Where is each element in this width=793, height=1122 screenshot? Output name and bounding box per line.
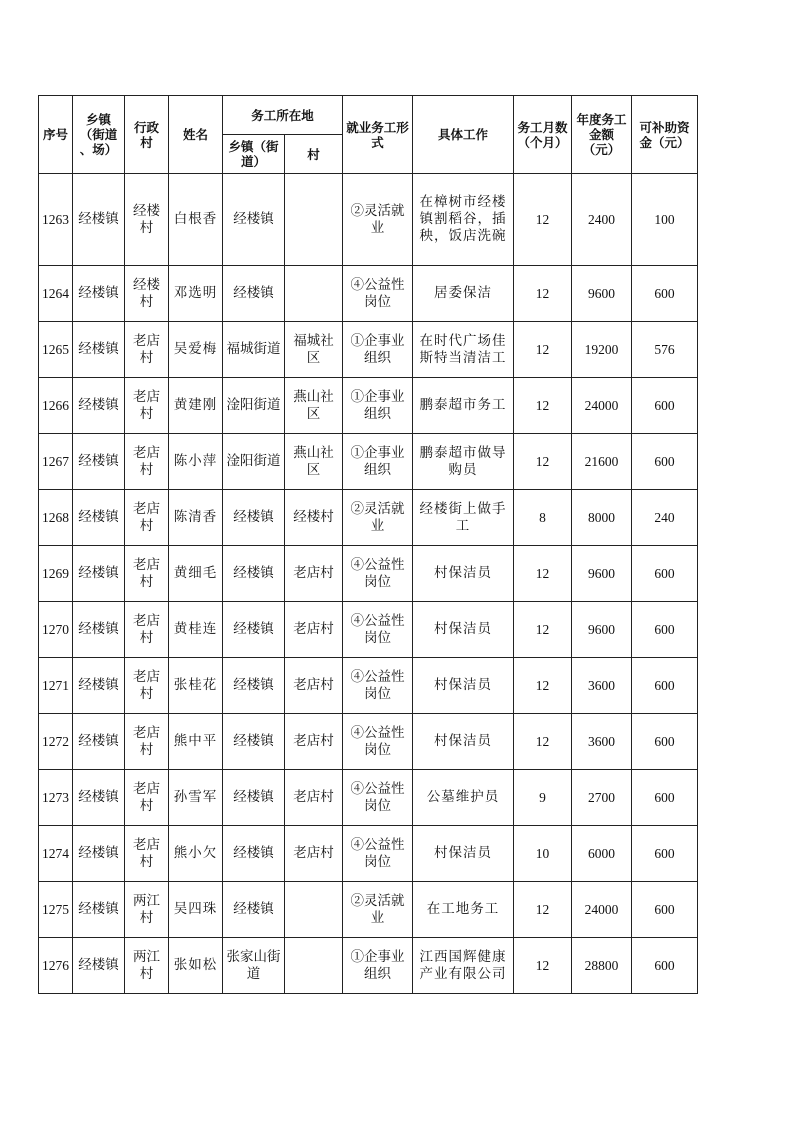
cell-subsidy: 600 [632,266,698,322]
cell-work-town: 经楼镇 [223,266,285,322]
cell-work-village [285,266,343,322]
cell-seq: 1271 [39,658,73,714]
table-row [39,658,698,714]
cell-town: 经楼镇 [73,714,125,770]
cell-job: 村保洁员 [413,658,514,714]
cell-amount: 19200 [572,322,632,378]
table-row [39,938,698,994]
cell-village: 老店 村 [125,602,169,658]
cell-town: 经楼镇 [73,174,125,266]
cell-form: ④公益性 岗位 [343,770,413,826]
cell-work-town: 经楼镇 [223,602,285,658]
cell-work-village: 老店村 [285,714,343,770]
cell-village: 老店 村 [125,378,169,434]
cell-form: ④公益性 岗位 [343,602,413,658]
cell-work-village: 福城社 区 [285,322,343,378]
cell-work-town: 经楼镇 [223,882,285,938]
header-months: 务工月数 （个月） [514,96,572,174]
cell-town: 经楼镇 [73,602,125,658]
cell-months: 12 [514,266,572,322]
cell-village: 老店 村 [125,826,169,882]
cell-name: 吴四珠 [169,882,223,938]
cell-months: 12 [514,434,572,490]
header-work-village: 村 [285,135,343,174]
cell-seq: 1267 [39,434,73,490]
cell-months: 9 [514,770,572,826]
cell-months: 8 [514,490,572,546]
cell-work-town: 经楼镇 [223,174,285,266]
header-workplace: 务工所在地 [223,96,343,135]
cell-work-village: 老店村 [285,658,343,714]
cell-months: 12 [514,546,572,602]
cell-subsidy: 600 [632,770,698,826]
cell-work-village [285,938,343,994]
cell-subsidy: 600 [632,378,698,434]
header-form: 就业务工形 式 [343,96,413,174]
cell-subsidy: 600 [632,826,698,882]
cell-village: 老店 村 [125,490,169,546]
cell-job: 在工地务工 [413,882,514,938]
cell-subsidy: 100 [632,174,698,266]
cell-amount: 9600 [572,602,632,658]
cell-town: 经楼镇 [73,266,125,322]
cell-months: 12 [514,174,572,266]
table-row [39,378,698,434]
cell-subsidy: 600 [632,658,698,714]
cell-work-village: 老店村 [285,770,343,826]
table-row [39,434,698,490]
cell-village: 两江 村 [125,938,169,994]
cell-seq: 1268 [39,490,73,546]
cell-work-town: 经楼镇 [223,714,285,770]
cell-months: 10 [514,826,572,882]
header-town: 乡镇 （街道 、场） [73,96,125,174]
cell-work-village: 老店村 [285,546,343,602]
table-row [39,546,698,602]
cell-job: 村保洁员 [413,602,514,658]
cell-job: 居委保洁 [413,266,514,322]
cell-name: 熊中平 [169,714,223,770]
cell-subsidy: 600 [632,714,698,770]
header-seq: 序号 [39,96,73,174]
cell-town: 经楼镇 [73,322,125,378]
cell-name: 张如松 [169,938,223,994]
cell-work-village: 老店村 [285,602,343,658]
cell-name: 孙雪军 [169,770,223,826]
cell-job: 鹏泰超市务工 [413,378,514,434]
cell-job: 公墓维护员 [413,770,514,826]
cell-seq: 1264 [39,266,73,322]
cell-name: 邓选明 [169,266,223,322]
cell-name: 陈小萍 [169,434,223,490]
table-row [39,770,698,826]
cell-town: 经楼镇 [73,658,125,714]
cell-work-town: 淦阳街道 [223,434,285,490]
cell-job: 在时代广场佳 斯特当清洁工 [413,322,514,378]
cell-form: ②灵活就 业 [343,490,413,546]
cell-seq: 1274 [39,826,73,882]
cell-months: 12 [514,658,572,714]
cell-form: ④公益性 岗位 [343,714,413,770]
cell-town: 经楼镇 [73,490,125,546]
cell-town: 经楼镇 [73,434,125,490]
cell-months: 12 [514,322,572,378]
cell-amount: 24000 [572,882,632,938]
cell-amount: 21600 [572,434,632,490]
cell-work-town: 经楼镇 [223,490,285,546]
cell-amount: 2700 [572,770,632,826]
cell-job: 村保洁员 [413,714,514,770]
cell-form: ①企事业 组织 [343,434,413,490]
cell-name: 白根香 [169,174,223,266]
cell-form: ④公益性 岗位 [343,658,413,714]
table-row [39,266,698,322]
cell-village: 老店 村 [125,322,169,378]
cell-work-village [285,174,343,266]
cell-town: 经楼镇 [73,770,125,826]
cell-subsidy: 600 [632,434,698,490]
cell-form: ①企事业 组织 [343,322,413,378]
cell-job: 村保洁员 [413,546,514,602]
cell-name: 熊小欠 [169,826,223,882]
cell-name: 张桂花 [169,658,223,714]
cell-village: 老店 村 [125,770,169,826]
cell-work-town: 经楼镇 [223,546,285,602]
cell-name: 黄建刚 [169,378,223,434]
cell-town: 经楼镇 [73,826,125,882]
table-row [39,322,698,378]
cell-town: 经楼镇 [73,938,125,994]
cell-seq: 1270 [39,602,73,658]
header-work-town: 乡镇（街 道） [223,135,285,174]
cell-seq: 1273 [39,770,73,826]
cell-village: 两江 村 [125,882,169,938]
table-row [39,826,698,882]
cell-amount: 24000 [572,378,632,434]
cell-amount: 3600 [572,658,632,714]
cell-work-town: 经楼镇 [223,826,285,882]
cell-job: 村保洁员 [413,826,514,882]
cell-name: 陈清香 [169,490,223,546]
cell-amount: 6000 [572,826,632,882]
cell-amount: 9600 [572,266,632,322]
header-village: 行政村 [125,96,169,174]
cell-seq: 1275 [39,882,73,938]
cell-seq: 1269 [39,546,73,602]
cell-seq: 1276 [39,938,73,994]
cell-seq: 1272 [39,714,73,770]
table-body [39,174,698,994]
cell-form: ②灵活就 业 [343,174,413,266]
cell-subsidy: 600 [632,882,698,938]
cell-work-village [285,882,343,938]
cell-name: 黄细毛 [169,546,223,602]
cell-amount: 28800 [572,938,632,994]
header-job: 具体工作 [413,96,514,174]
cell-months: 12 [514,378,572,434]
cell-seq: 1266 [39,378,73,434]
cell-form: ①企事业 组织 [343,378,413,434]
cell-village: 老店 村 [125,658,169,714]
cell-work-town: 福城街道 [223,322,285,378]
cell-form: ②灵活就 业 [343,882,413,938]
cell-town: 经楼镇 [73,378,125,434]
cell-amount: 2400 [572,174,632,266]
cell-village: 老店 村 [125,714,169,770]
cell-work-town: 经楼镇 [223,770,285,826]
cell-work-town: 淦阳街道 [223,378,285,434]
table-row [39,174,698,266]
cell-amount: 3600 [572,714,632,770]
cell-village: 经楼 村 [125,266,169,322]
header-amount: 年度务工 金额 （元） [572,96,632,174]
cell-job: 鹏泰超市做导 购员 [413,434,514,490]
table-row [39,714,698,770]
cell-amount: 9600 [572,546,632,602]
cell-job: 江西国辉健康 产业有限公司 [413,938,514,994]
cell-village: 老店 村 [125,434,169,490]
cell-town: 经楼镇 [73,882,125,938]
cell-months: 12 [514,602,572,658]
cell-work-village: 燕山社 区 [285,378,343,434]
cell-work-village: 燕山社 区 [285,434,343,490]
cell-months: 12 [514,882,572,938]
cell-work-town: 张家山街 道 [223,938,285,994]
cell-work-town: 经楼镇 [223,658,285,714]
cell-seq: 1263 [39,174,73,266]
cell-months: 12 [514,714,572,770]
table-row [39,602,698,658]
cell-form: ①企事业 组织 [343,938,413,994]
cell-village: 老店 村 [125,546,169,602]
cell-subsidy: 600 [632,602,698,658]
cell-work-village: 老店村 [285,826,343,882]
cell-subsidy: 240 [632,490,698,546]
header-row [39,96,698,135]
cell-form: ④公益性 岗位 [343,826,413,882]
cell-months: 12 [514,938,572,994]
table-row [39,490,698,546]
table-row [39,882,698,938]
cell-name: 吴爱梅 [169,322,223,378]
cell-town: 经楼镇 [73,546,125,602]
header-subsidy: 可补助资 金（元） [632,96,698,174]
cell-job: 经楼街上做手 工 [413,490,514,546]
cell-village: 经楼 村 [125,174,169,266]
cell-seq: 1265 [39,322,73,378]
cell-job: 在樟树市经楼 镇割稻谷，插 秧，饭店洗碗 [413,174,514,266]
cell-work-village: 经楼村 [285,490,343,546]
cell-subsidy: 576 [632,322,698,378]
cell-subsidy: 600 [632,938,698,994]
header-name: 姓名 [169,96,223,174]
cell-amount: 8000 [572,490,632,546]
cell-form: ④公益性 岗位 [343,546,413,602]
cell-subsidy: 600 [632,546,698,602]
cell-name: 黄桂连 [169,602,223,658]
employment-subsidy-table [38,95,698,994]
cell-form: ④公益性 岗位 [343,266,413,322]
